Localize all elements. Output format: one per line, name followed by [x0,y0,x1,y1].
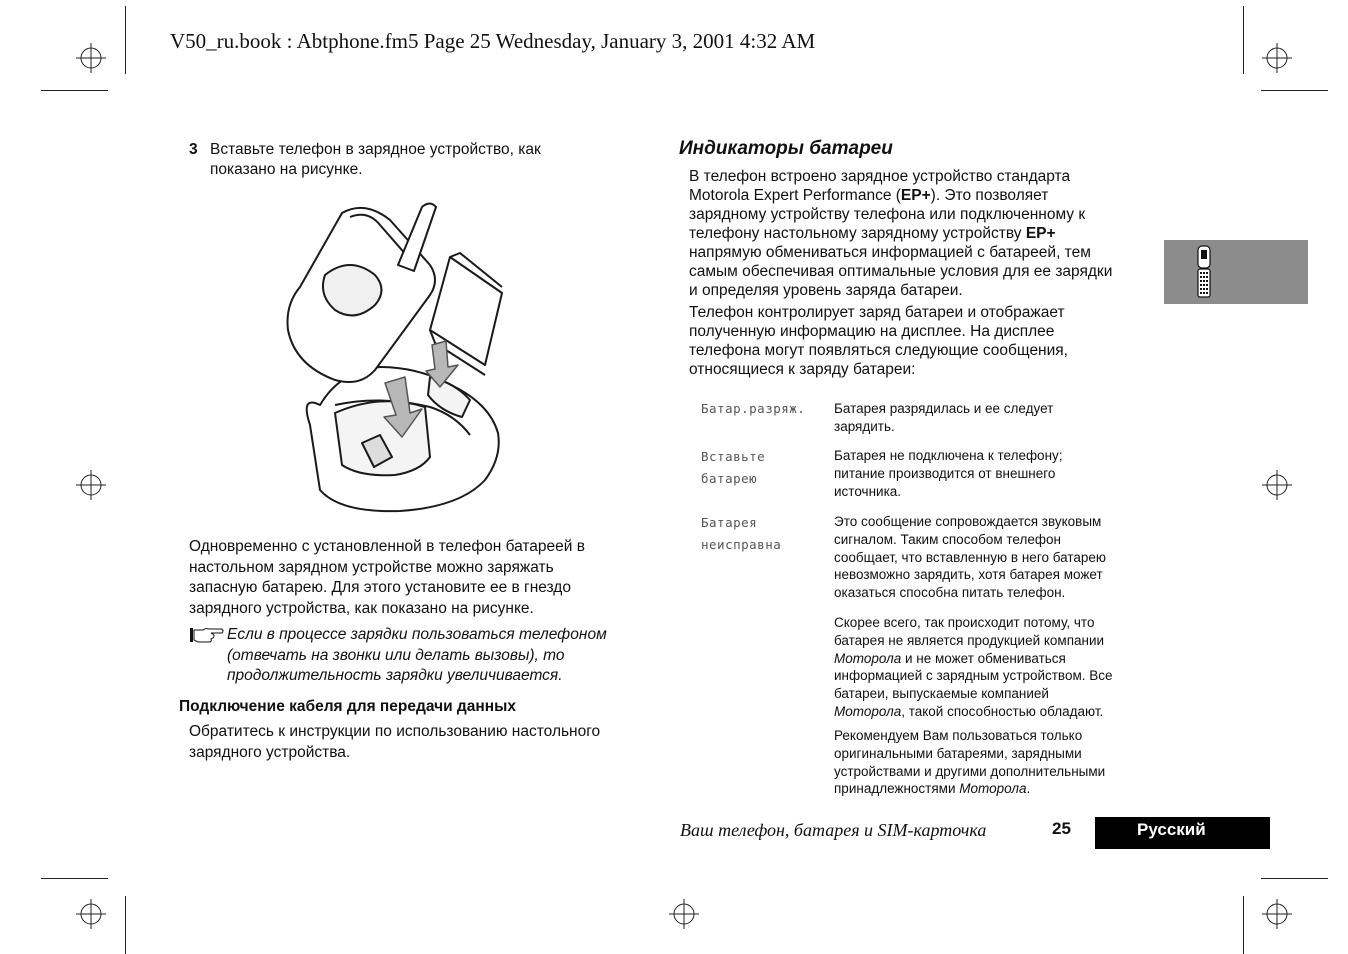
paragraph-line: напрямую обмениваться информацией с батареей, тем [689,244,1091,261]
chapter-thumb-tab [1164,240,1308,304]
display-message [701,512,781,556]
spare-battery-paragraph [189,537,585,619]
crop-mark [1243,896,1244,954]
description-line: батарея не является продукцией компании [834,632,1105,648]
note-line: продолжительность зарядки увеличивается. [227,667,563,684]
registration-mark-icon [76,43,106,73]
display-line: Батарея [701,515,758,530]
paragraph-line: относящиеся к заряду батареи: [689,361,916,378]
paragraph-line: зарядного устройства. [189,744,351,761]
note-text [227,625,607,687]
display-line: Вставьте [701,449,766,464]
note-line: Если в процессе зарядки пользоваться телефоном [227,626,607,643]
description-line [834,780,1105,798]
text-fragment: телефону настольному зарядному устройству [689,225,1026,242]
paragraph-line: самым обеспечивая оптимальные условия для ее зарядки [689,263,1113,280]
footer-chapter-title: Ваш телефон, батарея и SIM-карточка [680,820,987,840]
message-description [834,400,1053,436]
brand-name: Моторола [834,703,902,719]
crop-mark [1261,878,1328,879]
ep-intro-paragraph [689,167,1112,300]
text-fragment: принадлежностями [834,781,960,797]
display-message: Батар.разряж. [701,401,806,416]
registration-mark-icon [1262,43,1292,73]
registration-mark-icon [1262,899,1292,929]
description-line [834,703,1113,721]
registration-mark-icon [1262,470,1292,500]
phone-in-charger-illustration [280,195,505,515]
description-line: невозможно зарядить, хотя батарея может [834,567,1103,583]
paragraph-line: зарядному устройству телефона или подключенному к [689,206,1086,223]
paragraph-line [689,186,1112,205]
text-fragment: , такой способностью обладают. [901,703,1104,719]
registration-mark-icon [76,470,106,500]
paragraph-line: Обратитесь к инструкции по использованию настольного [189,723,601,740]
display-line: неисправна [701,537,782,552]
description-line: Батарея разрядилась и ее следует [834,401,1054,416]
description-line: зарядить. [834,418,895,434]
paragraph-line: Телефон контролирует заряд батареи и отображает [689,304,1065,321]
language-tab: Русский [1095,817,1270,849]
note-line: (отвечать на звонки или делать вызовы), то [227,646,565,664]
paragraph-line: Одновременно с установленной в телефон батареей в [189,538,585,555]
description-line [834,650,1113,668]
description-line: Батарея не подключена к телефону; [834,448,1063,463]
paragraph-line: запасную батарею. Для этого установите ее в гнездо [189,579,571,596]
data-cable-heading: Подключение кабеля для передачи данных [179,698,516,715]
step-text-line: показано на рисунке. [210,160,363,178]
registration-mark-icon [669,899,699,929]
pointing-hand-note-icon [189,626,225,644]
description-line: оказаться способна питать телефон. [834,585,1066,601]
crop-mark [125,896,126,954]
crop-mark [41,90,108,91]
description-line: устройствами и другими дополнительными [834,763,1106,779]
brand-name: Моторола [834,650,902,666]
message-description [834,513,1106,602]
paragraph-line [689,224,1112,243]
paragraph-line: и определяя уровень заряда батареи. [689,282,963,299]
text-fragment: и не может обмениваться [901,650,1066,666]
description-line: сообщает, что вставленную в него батарею [834,549,1107,565]
step-text-line: Вставьте телефон в зарядное устройство, как [210,141,541,158]
display-line: батарею [701,471,758,486]
description-line: сигналом. Таким способом телефон [834,531,1061,547]
description-line: Рекомендуем Вам пользоваться только [834,728,1083,743]
description-line: оригинальными батареями, зарядными [834,745,1082,761]
non-motorola-battery-paragraph [834,614,1113,721]
crop-mark [1243,6,1244,74]
step-number: 3 [189,141,198,158]
description-line: Скорее всего, так происходит потому, что [834,615,1095,630]
display-message [701,446,765,490]
data-cable-paragraph [189,721,600,763]
ep-logo-icon: EP+ [900,187,931,204]
text-fragment: . [1026,781,1031,797]
page-number: 25 [1052,819,1071,838]
recommendation-paragraph [834,727,1105,798]
crop-mark [1261,90,1328,91]
crop-mark [41,878,108,879]
section-heading: Индикаторы батареи [679,138,893,159]
description-line: питание производится от внешнего [834,465,1056,481]
paragraph-line: настольном зарядном устройстве можно заряжать [189,558,554,576]
crop-mark [125,6,126,74]
message-description [834,447,1063,500]
description-line: источника. [834,483,902,499]
description-line: батареи, выпускаемые компанией [834,686,1049,702]
paragraph-line: зарядного устройства, как показано на рисунке. [189,599,534,617]
description-line: информацией с зарядным устройством. Все [834,668,1113,684]
paragraph-line: В телефон встроено зарядное устройство стандарта [689,168,1071,185]
mobile-phone-icon [1196,245,1212,299]
description-line: Это сообщение сопровождается звуковым [834,514,1102,529]
text-fragment: Motorola Expert Performance ( [689,187,901,204]
print-header-slug: V50_ru.book : Abtphone.fm5 Page 25 Wednesday, January 3, 2001 4:32 AM [170,29,816,53]
paragraph-line: телефона могут появляться следующие сообщения, [689,342,1068,359]
ep-logo-icon: EP+ [1025,225,1056,242]
brand-name: Моторола [959,781,1027,797]
text-fragment: ). Это позволяет [930,187,1049,204]
paragraph-line: полученную информацию на дисплее. На дисплее [689,323,1055,340]
display-messages-paragraph [689,303,1068,379]
registration-mark-icon [76,899,106,929]
step-instruction [189,140,541,178]
